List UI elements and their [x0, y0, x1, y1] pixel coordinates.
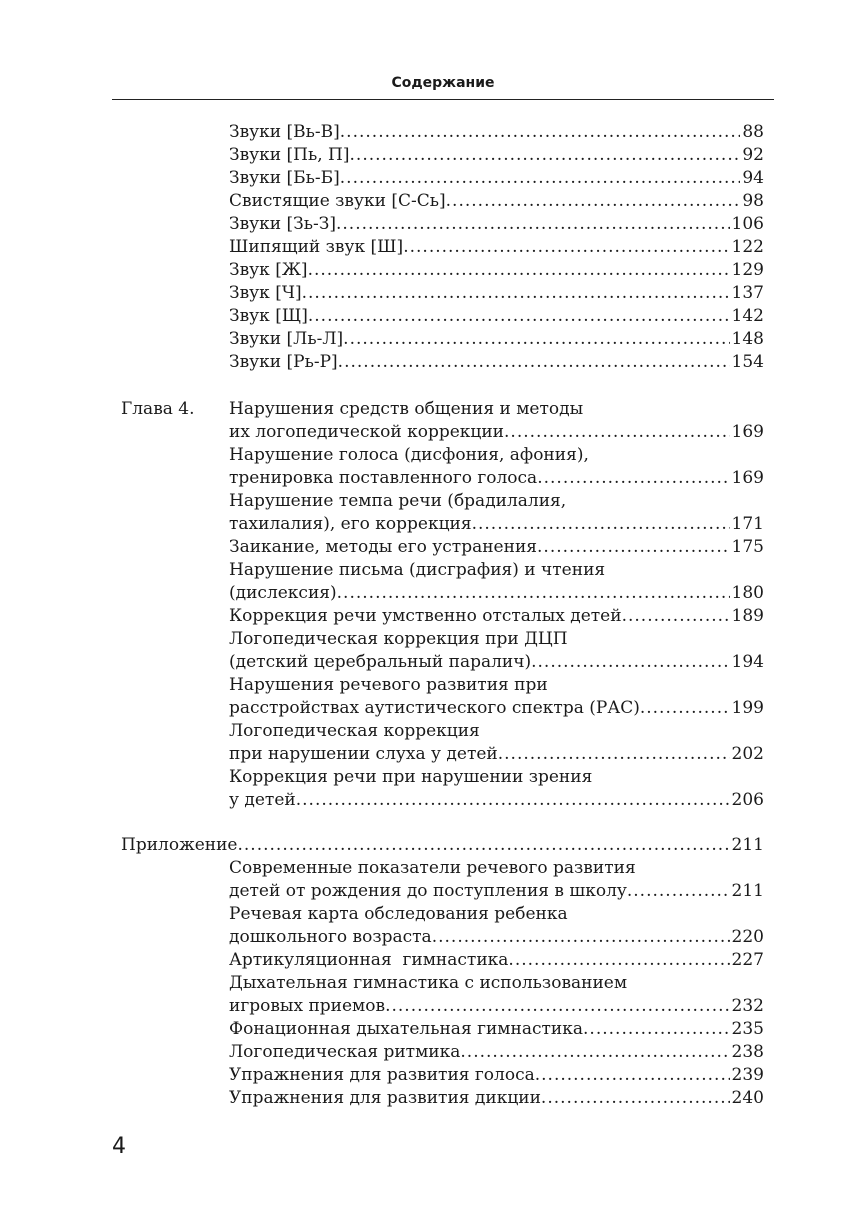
- leader-dots: [385, 995, 729, 1018]
- leader-dots: [537, 536, 730, 559]
- leader-dots: [622, 605, 730, 628]
- toc-entry[interactable]: [229, 167, 764, 190]
- leader-dots: [446, 190, 741, 213]
- toc-entry[interactable]: [229, 926, 764, 949]
- leader-dots: [504, 421, 730, 444]
- toc-entry-page: 220: [731, 927, 764, 947]
- leader-dots: [350, 144, 741, 167]
- toc-entry-title: у детей: [229, 790, 296, 810]
- leader-dots: [508, 949, 729, 972]
- toc-entry-page: 169: [731, 422, 764, 442]
- leader-dots: [460, 1041, 729, 1064]
- toc-entry-title: Звуки [Зь-З]: [229, 214, 336, 234]
- leader-dots: [340, 121, 741, 144]
- header-divider: [112, 99, 774, 100]
- toc-entry-page: 142: [731, 306, 764, 326]
- toc-entry-page: 240: [731, 1088, 764, 1108]
- toc-entry-title: тренировка поставленного голоса: [229, 468, 538, 488]
- toc-entry[interactable]: [229, 190, 764, 213]
- toc-entry-title: Коррекция речи умственно отсталых детей: [229, 606, 622, 626]
- toc-entry-page: 180: [731, 583, 764, 603]
- toc-entry-title: Упражнения для развития дикции: [229, 1088, 541, 1108]
- toc-entry-line[interactable]: Нарушение темпа речи (брадилалия,: [229, 491, 567, 511]
- toc-entry-title: Артикуляционная гимнастика: [229, 950, 509, 970]
- leader-dots: [472, 513, 730, 536]
- toc-entry-title: дошкольного возраста: [229, 927, 432, 947]
- toc-entry-page: 148: [731, 329, 764, 349]
- toc-entry[interactable]: [229, 121, 764, 144]
- toc-entry-page: 175: [731, 537, 764, 557]
- leader-dots: [583, 1018, 730, 1041]
- toc-entry-title: их логопедической коррекции: [229, 422, 505, 442]
- toc-entry-page: 122: [731, 237, 764, 257]
- toc-entry[interactable]: [229, 328, 764, 351]
- toc-entry-title: Шипящий звук [Ш]: [229, 237, 404, 257]
- toc-entry-title: Логопедическая ритмика: [229, 1042, 461, 1062]
- toc-entry-line[interactable]: Логопедическая коррекция при ДЦП: [229, 629, 568, 649]
- toc-entry-title: (дислексия): [229, 583, 337, 603]
- toc-entry-page: 169: [731, 468, 764, 488]
- toc-entry-title: (детский церебральный паралич): [229, 652, 532, 672]
- toc-entry-page: 171: [731, 514, 764, 534]
- toc-entry-line[interactable]: Современные показатели речевого развития: [229, 858, 636, 878]
- toc-entry-title: расстройствах аутистического спектра (РАС): [229, 698, 640, 718]
- leader-dots: [403, 236, 729, 259]
- leader-dots: [640, 697, 730, 720]
- leader-dots: [432, 926, 730, 949]
- toc-entry-page: 94: [742, 168, 764, 188]
- toc-entry[interactable]: [229, 1018, 764, 1041]
- chapter-heading-line[interactable]: Нарушения средств общения и методы: [229, 399, 584, 419]
- toc-entry-line[interactable]: Нарушения речевого развития при: [229, 675, 548, 695]
- toc-entry[interactable]: [229, 513, 764, 536]
- toc-entry-page: 202: [731, 744, 764, 764]
- toc-entry-title: Звуки [Ль-Л]: [229, 329, 344, 349]
- toc-entry-page: 235: [731, 1019, 764, 1039]
- toc-entry[interactable]: [229, 259, 764, 282]
- toc-entry-line[interactable]: Коррекция речи при нарушении зрения: [229, 767, 593, 787]
- toc-entry-page: 189: [731, 606, 764, 626]
- toc-entry[interactable]: [229, 236, 764, 259]
- toc-entry[interactable]: [229, 880, 764, 903]
- toc-entry[interactable]: [229, 1041, 764, 1064]
- toc-entry-page: 88: [742, 122, 764, 142]
- toc-entry[interactable]: [229, 536, 764, 559]
- toc-entry-title: Звук [Щ]: [229, 306, 308, 326]
- leader-dots: [338, 351, 730, 374]
- toc-entry-line[interactable]: Дыхательная гимнастика с использованием: [229, 973, 628, 993]
- toc-entry[interactable]: [229, 697, 764, 720]
- leader-dots: [627, 880, 730, 903]
- toc-entry-page: 92: [742, 145, 764, 165]
- leader-dots: [498, 743, 730, 766]
- leader-dots: [308, 305, 730, 328]
- toc-entry-page: 227: [731, 950, 764, 970]
- toc-entry-title: при нарушении слуха у детей: [229, 744, 498, 764]
- toc-entry-page: 238: [731, 1042, 764, 1062]
- chapter-label: Глава 4.: [121, 399, 195, 419]
- toc-entry-title: Приложение: [121, 835, 238, 855]
- toc-entry-page: 129: [731, 260, 764, 280]
- toc-entry-page: 137: [731, 283, 764, 303]
- toc-entry-title: тахилалия), его коррекция: [229, 514, 472, 534]
- toc-entry[interactable]: [229, 582, 764, 605]
- toc-entry-title: Звуки [Пь, П]: [229, 145, 350, 165]
- leader-dots: [340, 167, 741, 190]
- toc-entry-title: Звуки [Рь-Р]: [229, 352, 338, 372]
- toc-entry-title: Заикание, методы его устранения: [229, 537, 538, 557]
- leader-dots: [336, 213, 730, 236]
- toc-entry-line[interactable]: Логопедическая коррекция: [229, 721, 480, 741]
- toc-entry-page: 98: [742, 191, 764, 211]
- toc-entry-page: 194: [731, 652, 764, 672]
- chapter-heading[interactable]: [229, 421, 764, 444]
- leader-dots: [302, 282, 730, 305]
- toc-entry[interactable]: [229, 1064, 764, 1087]
- toc-entry[interactable]: [229, 1087, 764, 1110]
- toc-entry-page: 211: [731, 881, 764, 901]
- toc-entry[interactable]: [229, 651, 764, 674]
- toc-entry-title: Звуки [Вь-В]: [229, 122, 340, 142]
- toc-entry-page: 206: [731, 790, 764, 810]
- appendix-heading[interactable]: [121, 834, 764, 857]
- leader-dots: [296, 789, 730, 812]
- leader-dots: [238, 834, 730, 857]
- toc-entry-page: 106: [731, 214, 764, 234]
- toc-entry-line[interactable]: Речевая карта обследования ребенка: [229, 904, 568, 924]
- toc-entry[interactable]: [229, 351, 764, 374]
- toc-entry[interactable]: [229, 282, 764, 305]
- toc-entry-line[interactable]: Нарушение письма (дисграфия) и чтения: [229, 560, 606, 580]
- toc-entry-title: детей от рождения до поступления в школу: [229, 881, 627, 901]
- toc-entry[interactable]: [229, 995, 764, 1018]
- leader-dots: [343, 328, 729, 351]
- toc-entry-page: 232: [731, 996, 764, 1016]
- toc-entry[interactable]: [229, 949, 764, 972]
- toc-entry[interactable]: [229, 743, 764, 766]
- leader-dots: [537, 467, 729, 490]
- toc-entry-title: Звуки [Бь-Б]: [229, 168, 340, 188]
- toc-entry[interactable]: [229, 305, 764, 328]
- toc-entry[interactable]: [229, 467, 764, 490]
- toc-entry-title: Упражнения для развития голоса: [229, 1065, 535, 1085]
- leader-dots: [541, 1087, 730, 1110]
- toc-entry[interactable]: [229, 144, 764, 167]
- toc-entry-title: Звук [Ж]: [229, 260, 308, 280]
- toc-entry-title: игровых приемов: [229, 996, 386, 1016]
- toc-entry-title: Свистящие звуки [С-Сь]: [229, 191, 446, 211]
- leader-dots: [531, 651, 729, 674]
- page-title: Содержание: [391, 75, 495, 91]
- leader-dots: [308, 259, 730, 282]
- toc-entry[interactable]: [229, 213, 764, 236]
- toc-entry-page: 211: [731, 835, 764, 855]
- toc-entry-page: 154: [731, 352, 764, 372]
- toc-entry-page: 239: [731, 1065, 764, 1085]
- toc-entry-line[interactable]: Нарушение голоса (дисфония, афония),: [229, 445, 589, 465]
- leader-dots: [337, 582, 730, 605]
- page-number: 4: [112, 1134, 126, 1159]
- toc-entry[interactable]: [229, 605, 764, 628]
- toc-entry-title: Звук [Ч]: [229, 283, 302, 303]
- toc-entry-page: 199: [731, 698, 764, 718]
- leader-dots: [535, 1064, 730, 1087]
- toc-entry-title: Фонационная дыхательная гимнастика: [229, 1019, 584, 1039]
- toc-entry[interactable]: [229, 789, 764, 812]
